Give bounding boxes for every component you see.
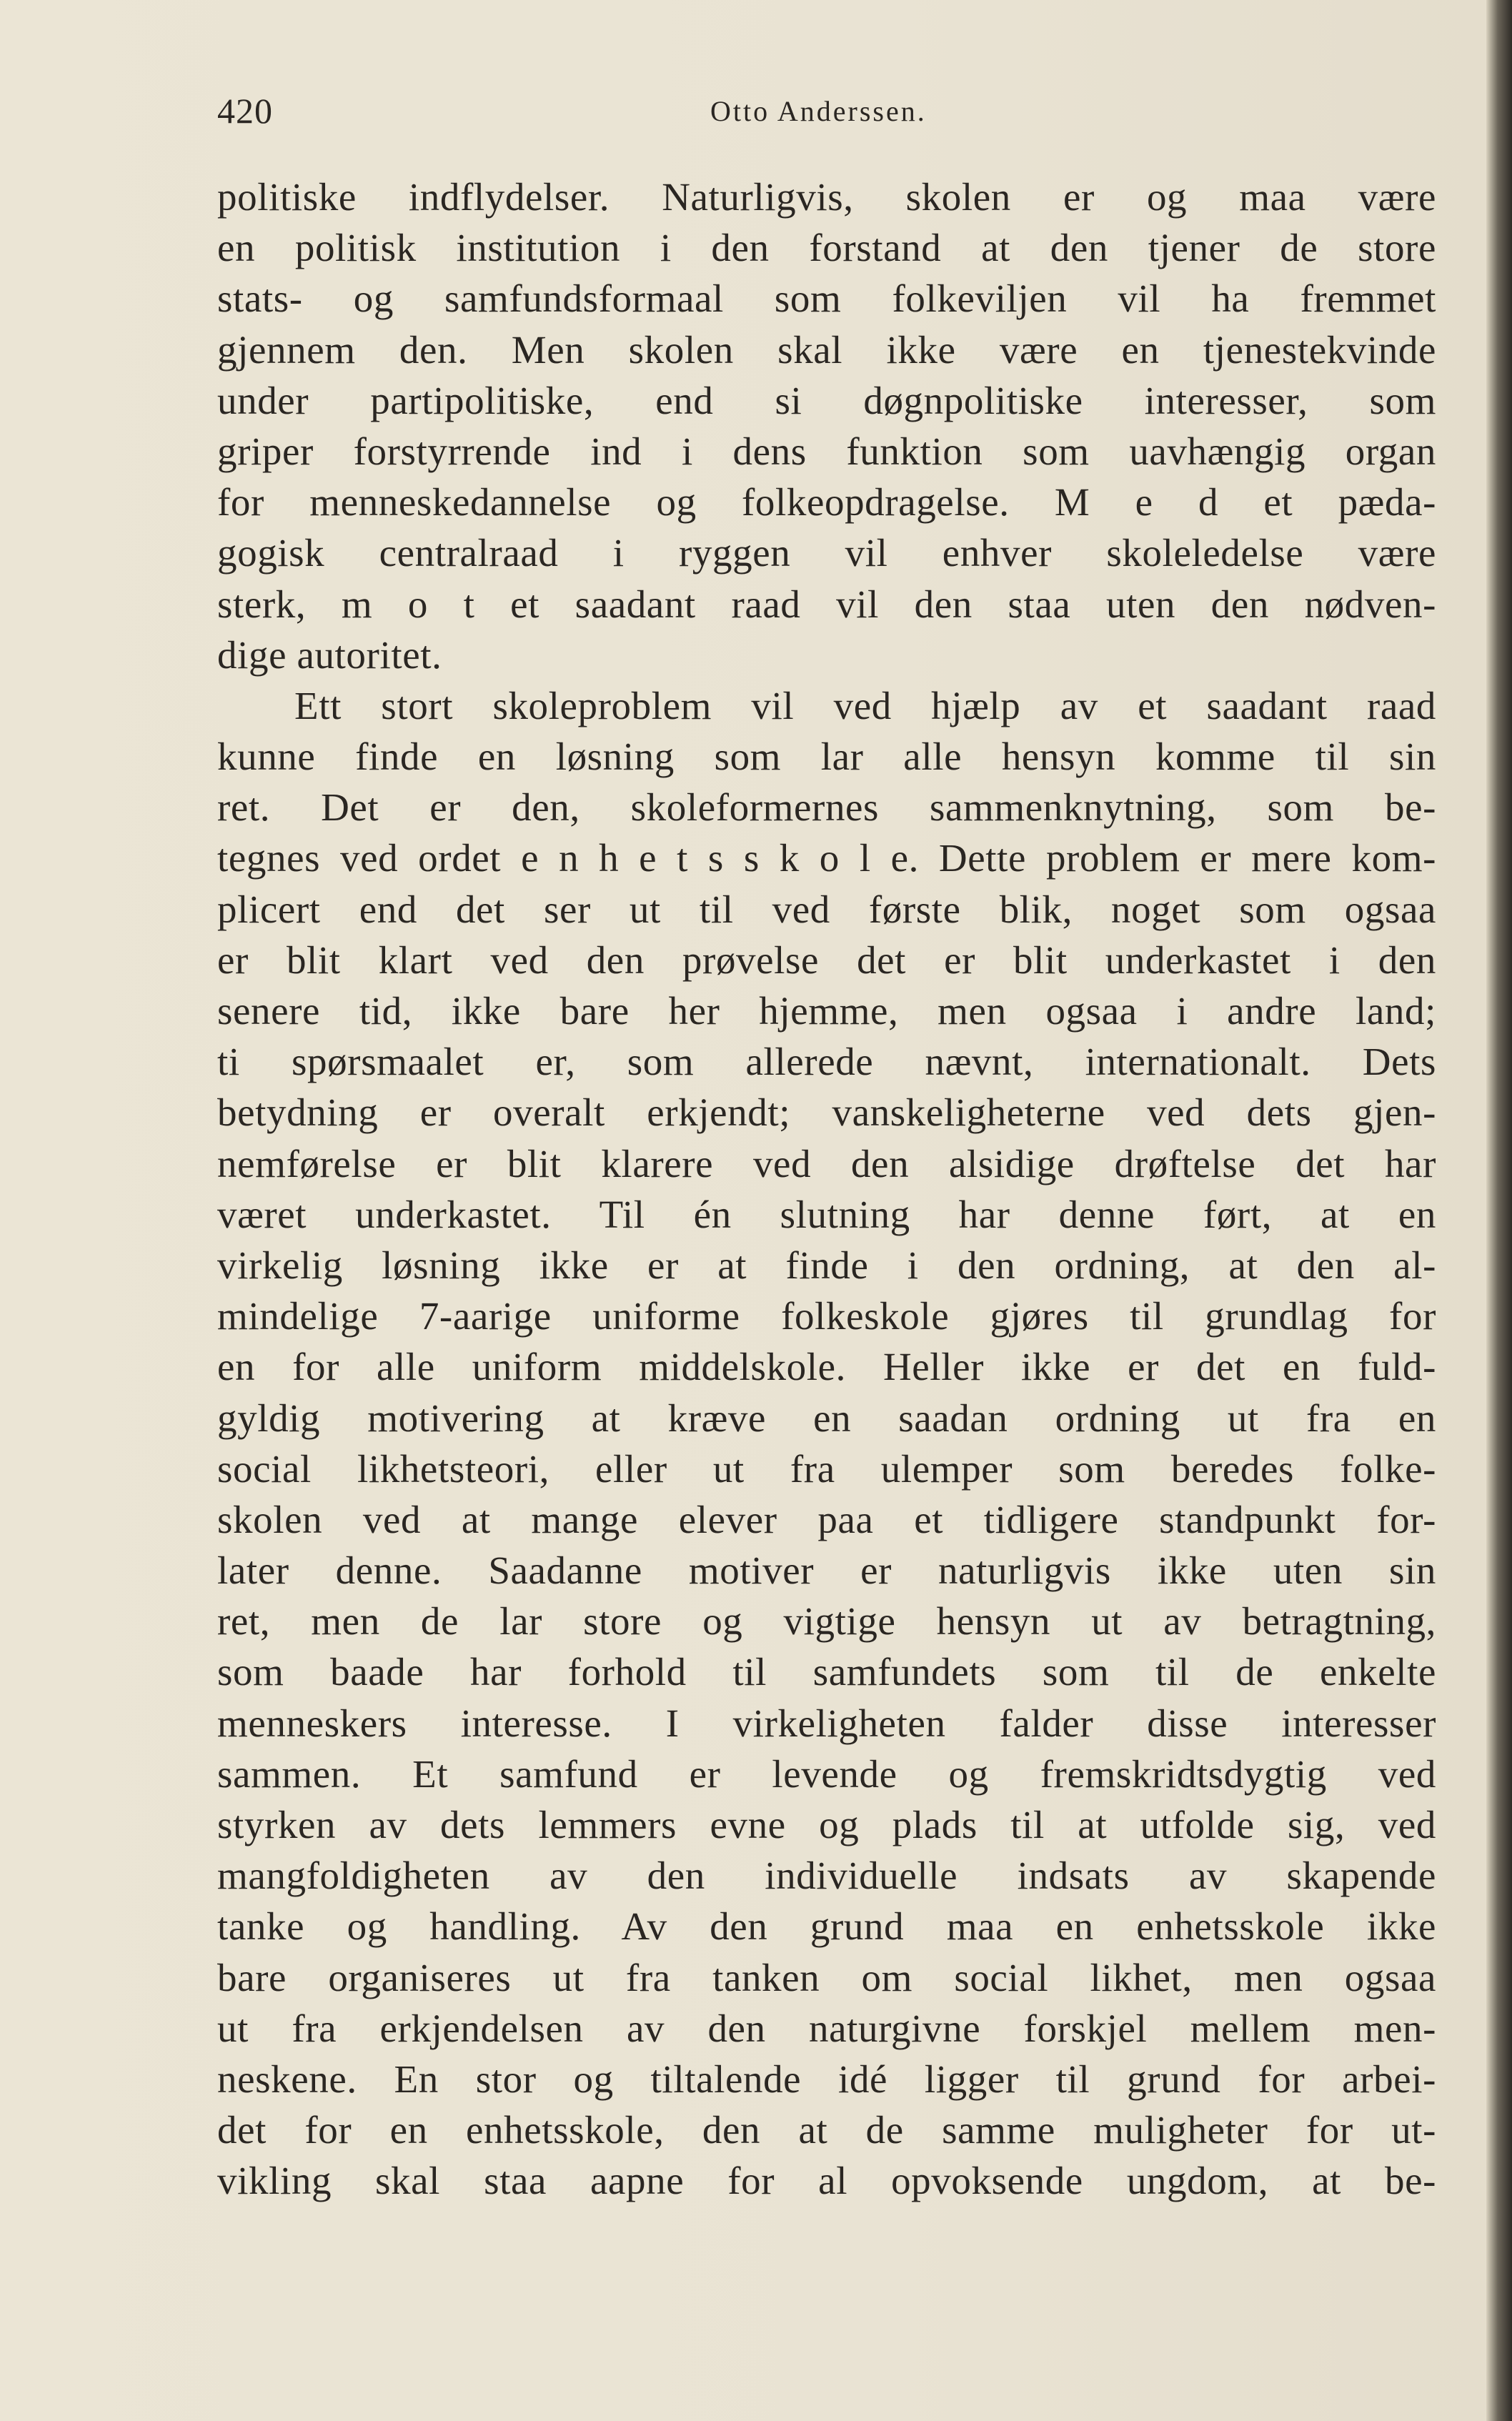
text-line: skolen ved at mange elever paa et tidligere standpunkt for-	[217, 1497, 1436, 1541]
text-line: politiske indflydelser. Naturligvis, skolen er og maa være	[217, 175, 1436, 219]
text-line: senere tid, ikke bare her hjemme, men ogsaa i andre land;	[217, 989, 1436, 1033]
text-line: neskene. En stor og tiltalende idé ligger til grund for arbei-	[217, 2057, 1436, 2101]
text-line: betydning er overalt erkjendt; vanskeligheterne ved dets gjen-	[217, 1090, 1436, 1135]
text-line: sammen. Et samfund er levende og fremskridtsdygtig ved	[217, 1751, 1436, 1796]
text-line: social likhetsteori, eller ut fra ulemper som beredes folke-	[217, 1446, 1436, 1491]
text-line: griper forstyrrende ind i dens funktion som uavhængig organ	[217, 429, 1436, 473]
text-line: menneskers interesse. I virkeligheten falder disse interesser	[217, 1701, 1436, 1745]
text-line: for menneskedannelse og folkeopdragelse. M e d et pæda-	[217, 480, 1436, 525]
text-line: nemførelse er blit klarere ved den alsidige drøftelse det har	[217, 1141, 1436, 1185]
body-text	[217, 171, 1436, 2207]
text-line: under partipolitiske, end si døgnpolitiske interesser, som	[217, 378, 1436, 422]
text-line: styrken av dets lemmers evne og plads til at utfolde sig, ved	[217, 1803, 1436, 1846]
page-header	[217, 90, 1432, 140]
text-line-first	[217, 680, 1436, 731]
text-line: en politisk institution i den forstand at den tjener de store	[217, 226, 1436, 270]
text-line: været underkastet. Til én slutning har denne ført, at en	[217, 1192, 1436, 1236]
text-line: stats- og samfundsformaal som folkeviljen vil ha fremmet	[217, 277, 1436, 321]
page-edge-shadow	[1486, 0, 1512, 2421]
text-line: er blit klart ved den prøvelse det er blit underkastet i den	[217, 938, 1436, 982]
text-line: mangfoldigheten av den individuelle indsats av skapende	[217, 1854, 1436, 1898]
text-line: tanke og handling. Av den grund maa en enhetsskole ikke	[217, 1904, 1436, 1949]
text-line: det for en enhetsskole, den at de samme muligheter for ut-	[217, 2108, 1436, 2152]
text-line: ret. Det er den, skoleformernes sammenknytning, som be-	[217, 785, 1436, 830]
text-line: bare organiseres ut fra tanken om social likhet, men ogsaa	[217, 1955, 1436, 1999]
text-line: plicert end det ser ut til ved første blik, noget som ogsaa	[217, 887, 1436, 931]
text-line: later denne. Saadanne motiver er naturligvis ikke uten sin	[217, 1548, 1436, 1593]
text-line: gjennem den. Men skolen skal ikke være en tjenestekvinde	[217, 327, 1436, 372]
text-line: ut fra erkjendelsen av den naturgivne forskjel mellem men-	[217, 2006, 1436, 2050]
text-line: vikling skal staa aapne for al opvoksende ungdom, at be-	[217, 2159, 1436, 2203]
text-line: tegnes ved ordet e n h e t s s k o l e. Dette problem er mere kom-	[217, 836, 1436, 880]
text-line: kunne finde en løsning som lar alle hensyn komme til sin	[217, 735, 1436, 779]
text-line: ti spørsmaalet er, som allerede nævnt, internationalt. Dets	[217, 1040, 1436, 1084]
text-line: en for alle uniform middelskole. Heller ikke er det en fuld-	[217, 1345, 1436, 1389]
text-line-content: Ett stort skoleproblem vil ved hjælp av et saadant raad	[294, 683, 1436, 727]
text-line: som baade har forhold til samfundets som til de enkelte	[217, 1650, 1436, 1694]
text-line: mindelige 7-aarige uniforme folkeskole gjøres til grundlag for	[217, 1294, 1436, 1338]
text-line: dige autoritet.	[217, 632, 442, 677]
page-number: 420	[217, 91, 273, 131]
text-line: gogisk centralraad i ryggen vil enhver skoleledelse være	[217, 531, 1436, 575]
text-line: gyldig motivering at kræve en saadan ordning ut fra en	[217, 1396, 1436, 1440]
running-head: Otto Anderssen.	[710, 95, 927, 127]
text-line: virkelig løsning ikke er at finde i den ordning, at den al-	[217, 1243, 1436, 1287]
text-line: sterk, m o t et saadant raad vil den staa uten den nødven-	[217, 582, 1436, 626]
text-line: ret, men de lar store og vigtige hensyn ut av betragtning,	[217, 1599, 1436, 1644]
